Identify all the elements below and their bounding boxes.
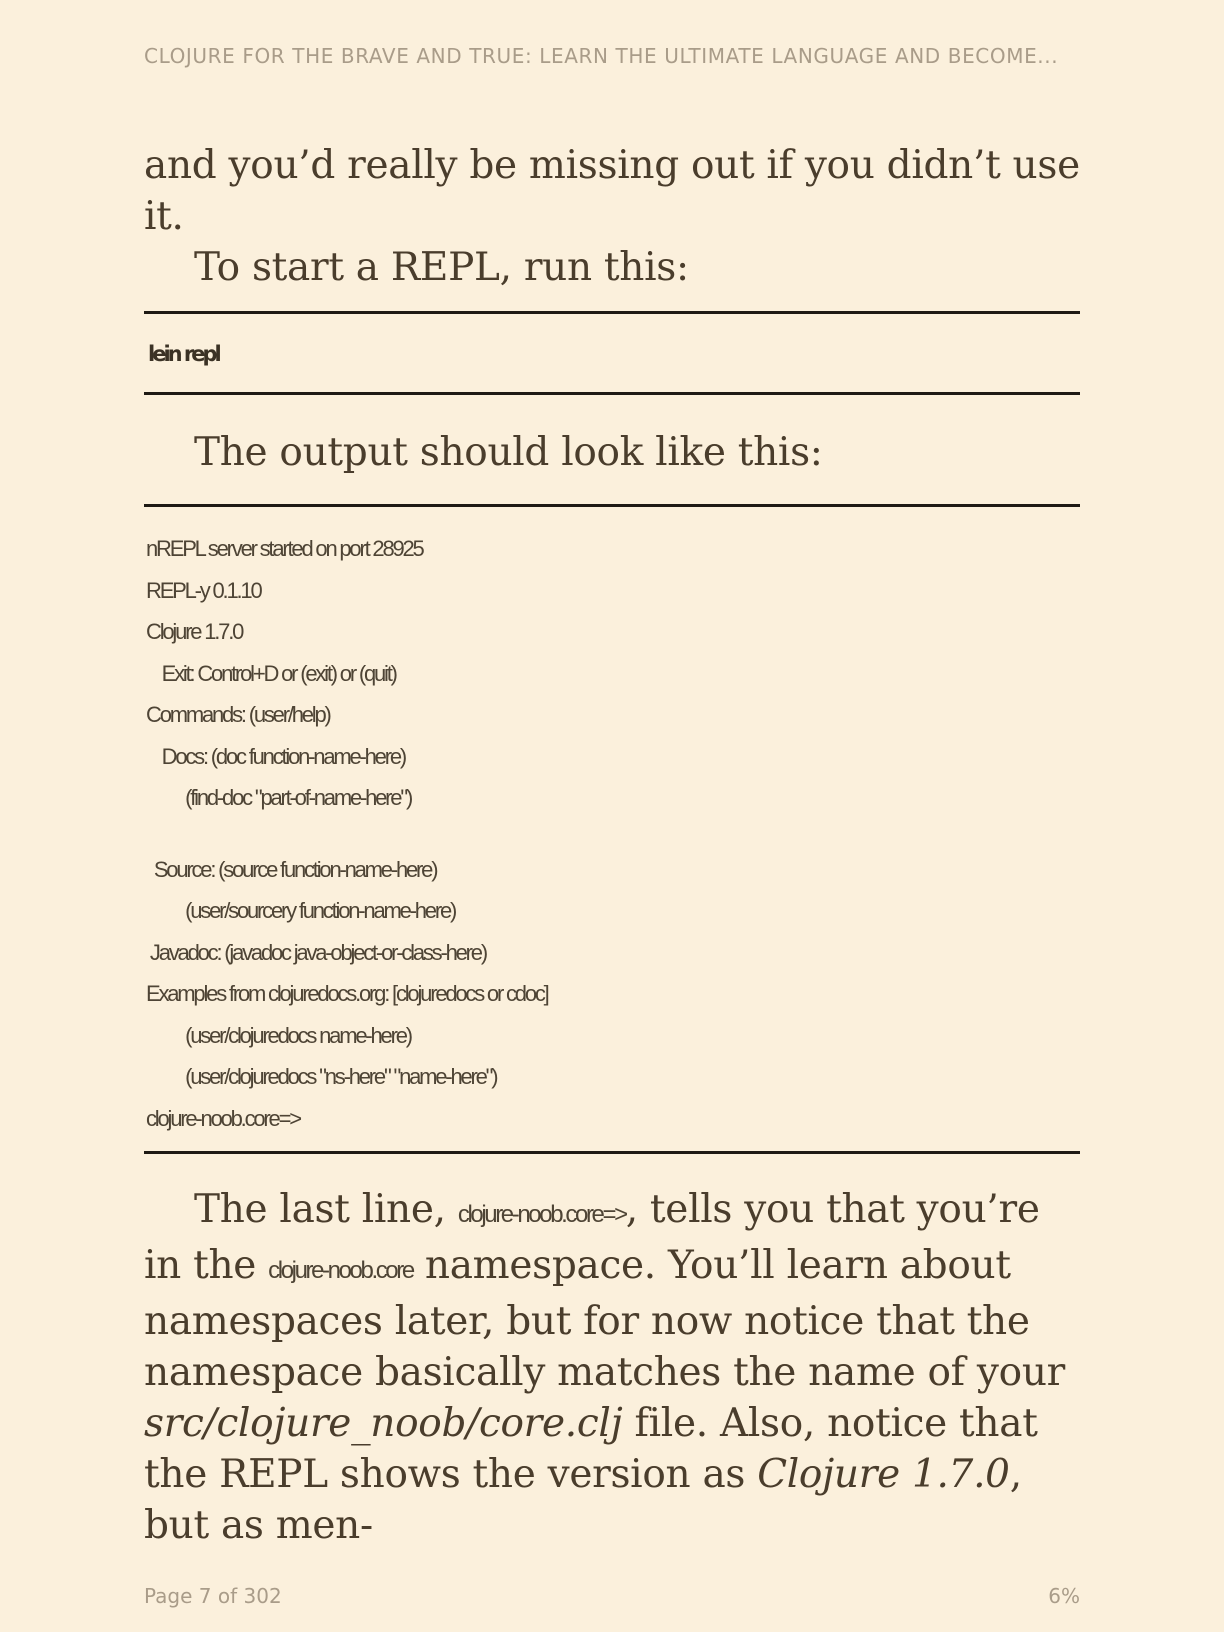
repl-output-line: Docs: (doc function-name-here)	[146, 743, 406, 769]
text-run: , but as men-	[144, 1452, 1022, 1548]
text-run: , tells you that you’re in the	[144, 1187, 1040, 1288]
inline-code-prompt: clojure-noob.core=>	[457, 1201, 626, 1228]
repl-output-line: Source: (source function-name-here)	[146, 856, 437, 882]
page-content	[144, 140, 1080, 1551]
repl-output-line: Examples from clojuredocs.org: [clojuredocs or cdoc]	[146, 981, 548, 1006]
repl-output-line: (user/clojuredocs name-here)	[146, 1022, 411, 1048]
code-block-bottom-rule	[144, 392, 1080, 395]
repl-output-line: REPL-y 0.1.10	[146, 577, 261, 603]
repl-output-line: nREPL server started on port 28925	[146, 536, 423, 561]
repl-output-line: Clojure 1.7.0	[146, 619, 243, 644]
repl-output-line: clojure-noob.core=>	[146, 1105, 300, 1131]
reading-progress: 6%	[1048, 1584, 1080, 1608]
text-run: namespace. You’ll learn about namespaces later, but for now notice that the namespace basically matches the name of your	[144, 1243, 1065, 1395]
book-title-header: CLOJURE FOR THE BRAVE AND TRUE: LEARN THE ULTIMATE LANGUAGE AND BECOME...	[144, 44, 1059, 68]
text-run: file. Also, notice that the REPL shows the version as	[144, 1401, 1038, 1497]
repl-output-line: (user/sourcery function-name-here)	[146, 898, 456, 923]
inline-code-namespace: clojure-noob.core	[268, 1257, 413, 1284]
repl-output-group-b	[146, 849, 1080, 1140]
repl-output-line: (user/clojuredocs "ns-here" "name-here")	[146, 1064, 497, 1089]
paragraph-continuation: and you’d really be missing out if you didn’t use it.	[144, 143, 1080, 239]
text-run: The last line,	[194, 1187, 458, 1232]
command-code-block: lein repl	[148, 342, 219, 366]
repl-output-line: Exit: Control+D or (exit) or (quit)	[146, 660, 396, 686]
output-gap	[146, 819, 1080, 849]
italic-version: Clojure 1.7.0	[757, 1452, 1010, 1497]
paragraph-namespace-explanation	[144, 1184, 1080, 1551]
repl-output-line: (find-doc "part-of-name-here")	[146, 785, 412, 810]
paragraph-output-intro: The output should look like this:	[194, 430, 823, 475]
repl-output-block	[144, 507, 1080, 1139]
paragraph-start-repl: To start a REPL, run this:	[194, 245, 689, 290]
repl-output-group-a	[146, 528, 1080, 819]
italic-file-path: src/clojure_noob/core.clj	[144, 1401, 623, 1446]
output-block-bottom-rule	[144, 1151, 1080, 1154]
repl-output-line: Commands: (user/help)	[146, 702, 330, 727]
repl-output-line: Javadoc: (javadoc java-object-or-class-here)	[146, 939, 486, 965]
page-number: Page 7 of 302	[144, 1584, 282, 1608]
